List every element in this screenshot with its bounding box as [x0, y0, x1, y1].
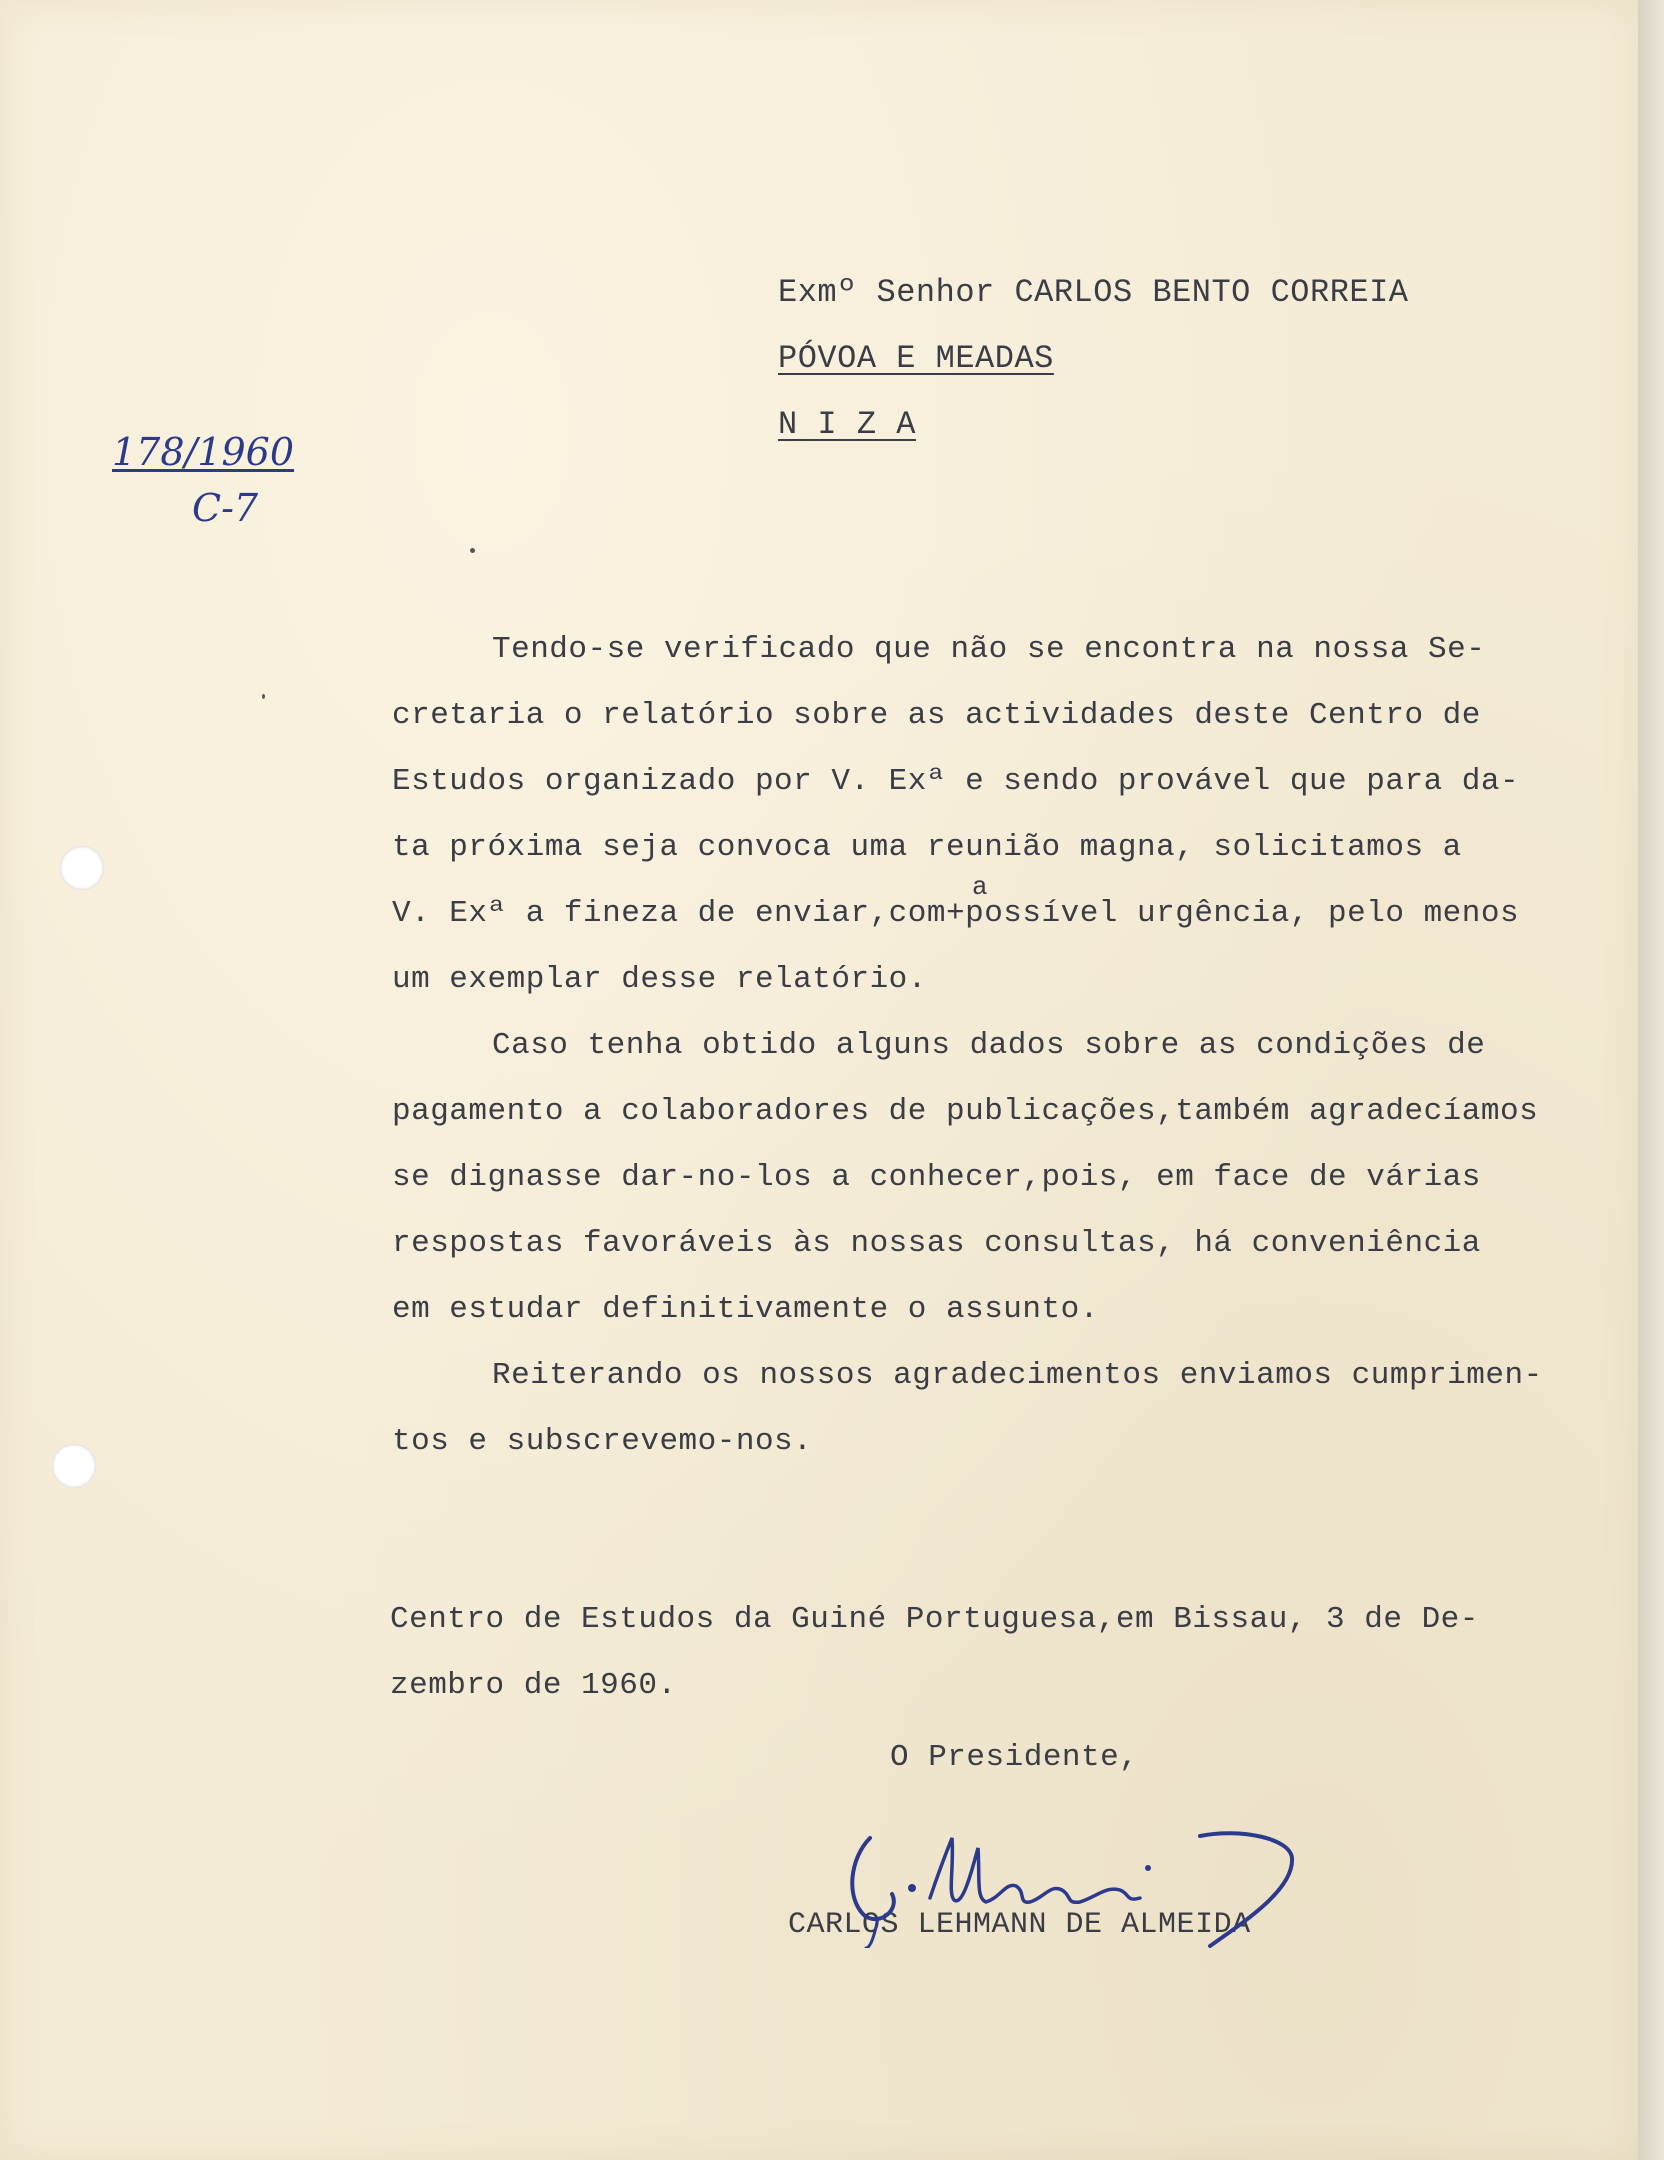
- punch-hole: [52, 1444, 96, 1488]
- body-line: tos e subscrevemo-nos.: [392, 1424, 813, 1459]
- signatory-title: O Presidente,: [890, 1740, 1139, 1775]
- addressee-town: PÓVOA E MEADAS: [778, 340, 1054, 377]
- ink-speck: [470, 548, 475, 553]
- body-line: pagamento a colaboradores de publicações,também agradecíamos: [392, 1094, 1539, 1129]
- body-line: um exemplar desse relatório.: [392, 962, 927, 997]
- body-line: respostas favoráveis às nossas consultas, há conveniência: [392, 1226, 1481, 1261]
- signature-scribble: [830, 1798, 1310, 1948]
- place-date-line: Centro de Estudos da Guiné Portuguesa,em Bissau, 3 de De-: [390, 1602, 1479, 1637]
- body-line: em estudar definitivamente o assunto.: [392, 1292, 1099, 1327]
- insertion-mark: a: [972, 872, 989, 902]
- body-line: ta próxima seja convoca uma reunião magna, solicitamos a: [392, 830, 1462, 865]
- body-line: se dignasse dar-no-los a conhecer,pois, em face de várias: [392, 1160, 1481, 1195]
- body-line: Caso tenha obtido alguns dados sobre as condições de: [492, 1028, 1486, 1063]
- page-edge: [1638, 0, 1664, 2160]
- body-line: Tendo-se verificado que não se encontra na nossa Se-: [492, 632, 1486, 667]
- place-date-line: zembro de 1960.: [390, 1668, 677, 1703]
- punch-hole: [60, 846, 104, 890]
- signatory-name: CARLOS LEHMANN DE ALMEIDA: [788, 1908, 1251, 1942]
- body-line: V. Exª a fineza de enviar,com+possível urgência, pelo menos: [392, 896, 1520, 931]
- ink-speck: [262, 694, 265, 699]
- reference-number: 178/1960: [112, 430, 295, 474]
- reference-code: C-7: [192, 486, 259, 530]
- body-line: cretaria o relatório sobre as actividades deste Centro de: [392, 698, 1481, 733]
- addressee-city: N I Z A: [778, 406, 916, 443]
- addressee-name: Exmº Senhor CARLOS BENTO CORREIA: [778, 274, 1409, 311]
- body-line: Reiterando os nossos agradecimentos enviamos cumprimen-: [492, 1358, 1543, 1393]
- body-line: Estudos organizado por V. Exª e sendo provável que para da-: [392, 764, 1520, 799]
